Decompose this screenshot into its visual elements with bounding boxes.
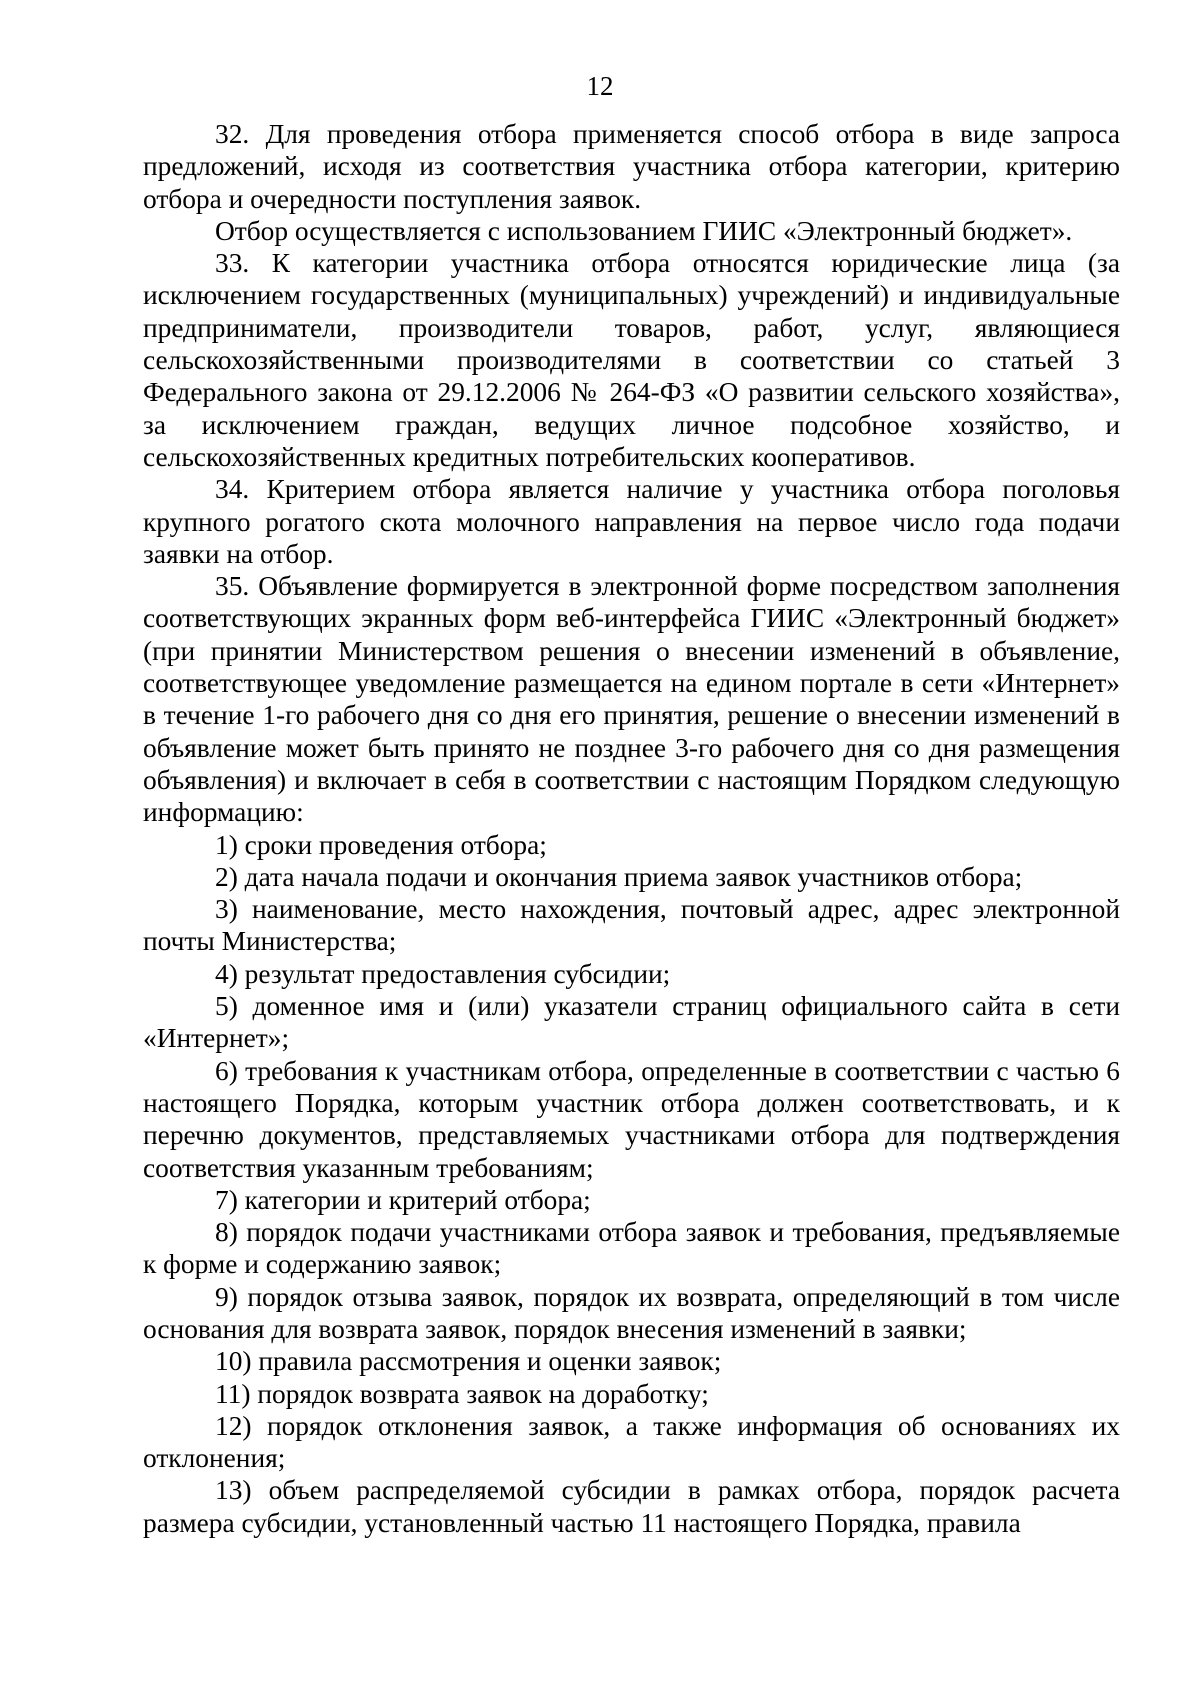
list-item-7: 7) категории и критерий отбора; [215,1184,591,1215]
list-item-9: 9) порядок отзыва заявок, порядок их возврата, определяющий в том числе основания для возврата заявок, порядок внесения изменений в заявки; [143,1281,1120,1344]
list-item-5: 5) доменное имя и (или) указатели страниц официального сайта в сети «Интернет»; [143,991,1120,1054]
paragraph-34: 34. Критерием отбора является наличие у участника отбора поголовья крупного рогатого скота молочного направления на первое число года подачи заявки на отбор. [143,474,1120,569]
list-item-10: 10) правила рассмотрения и оценки заявок; [215,1346,722,1377]
list-item-13: 13) объем распределяемой субсидии в рамках отбора, порядок расчета размера субсидии, установленный частью 11 настоящего Порядка, правила [143,1475,1120,1538]
list-item-3: 3) наименование, место нахождения, почтовый адрес, адрес электронной почты Министерства; [143,894,1120,957]
list-item-11: 11) порядок возврата заявок на доработку; [215,1378,709,1409]
list-item-6: 6) требования к участникам отбора, определенные в соответствии с частью 6 настоящего Порядка, которым участник отбора должен соответствовать, и к перечню документов, представляемых участниками отбора для подтверждения соответствия указанным требованиям; [143,1055,1120,1183]
page-number: 12 [586,71,614,101]
paragraph-35: 35. Объявление формируется в электронной форме посредством заполнения соответствующих экранных форм веб-интерфейса ГИИС «Электронный бюджет» (при принятии Министерством решения о внесении изменений в объявление, соответствующее уведомление размещается на едином портале в сети «Интернет» в течение 1-го рабочего дня со дня его принятия, решение о внесении изменений в объявление может быть принято не позднее 3-го рабочего дня со дня размещения объявления) и включает в себя в соответствии с настоящим Порядком следующую информацию: [143,571,1120,828]
list-item-1: 1) сроки проведения отбора; [215,829,547,860]
list-item-12: 12) порядок отклонения заявок, а также информация об основаниях их отклонения; [143,1410,1120,1474]
list-item-8: 8) порядок подачи участниками отбора заявок и требования, предъявляемые к форме и содержанию заявок; [143,1217,1120,1280]
paragraph-32: 32. Для проведения отбора применяется способ отбора в виде запроса предложений, исходя из соответствия участника отбора категории, критерию отбора и очередности поступления заявок. [143,119,1120,214]
paragraph-32-note: Отбор осуществляется с использованием ГИИС «Электронный бюджет». [215,215,1073,246]
paragraph-33: 33. К категории участника отбора относятся юридические лица (за исключением государственных (муниципальных) учреждений) и индивидуальные предприниматели, производители товаров, работ, услуг, являющиеся сельскохозяйственными производителями в соответствии со статьей 3 Федерального закона от 29.12.2006 № 264-ФЗ «О развитии сельского хозяйства», за исключением граждан, ведущих личное подсобное хозяйство, и сельскохозяйственных кредитных потребительских кооперативов. [143,248,1120,472]
list-item-4: 4) результат предоставления субсидии; [215,958,671,989]
document-body [143,118,1120,1539]
list-item-2: 2) дата начала подачи и окончания приема заявок участников отбора; [215,861,1023,892]
